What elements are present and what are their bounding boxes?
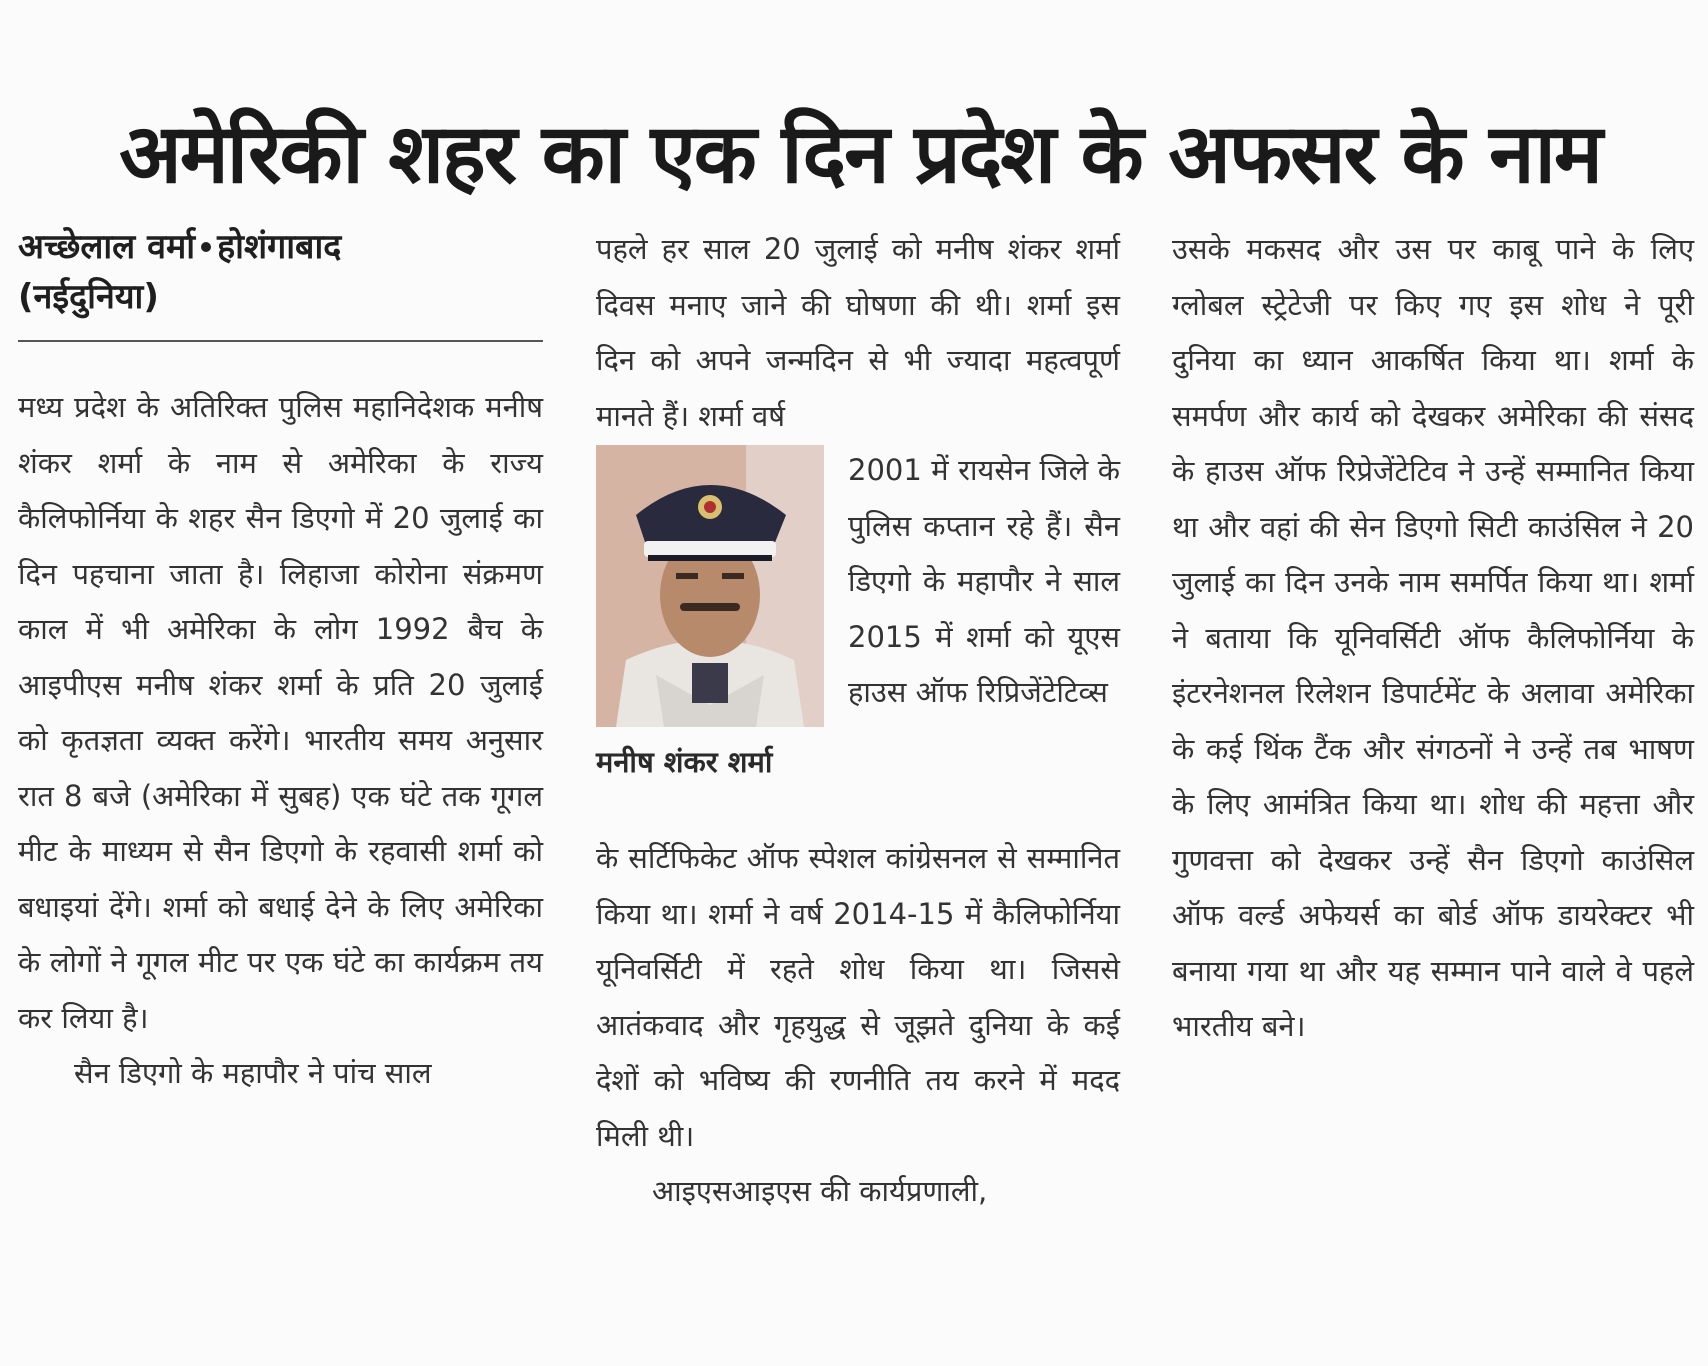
article-paragraph: आइएसआइएस की कार्यप्रणाली, xyxy=(652,1174,988,1208)
officer-portrait-icon xyxy=(596,445,824,727)
byline-location: होशंगाबाद xyxy=(217,227,342,267)
article-paragraph: सैन डिएगो के महापौर ने पांच साल xyxy=(74,1056,432,1090)
article-paragraph: उसके मकसद और उस पर काबू पाने के लिए ग्लोबल स्ट्रेटेजी पर किए गए इस शोध ने पूरी दुनिया का ध्यान आकर्षित किया था। शर्मा के समर्पण और कार्य को देखकर अमेरिका की संसद के हाउस ऑफ रिप्रेजेंटेटिव ने उन्हें सम्मानित किया था और वहां की सेन डिएगो सिटी काउंसिल ने 20 जुलाई का दिन उनके नाम समर्पित किया था। शर्मा ने बताया कि यूनिवर्सिटी ऑफ कैलिफोर्निया के इंटरनेशनल रिलेशन डिपार्टमेंट के अलावा अमेरिका के कई थिंक टैंक और संगठनों ने उन्हें तब भाषण के लिए आमंत्रित किया था। शोध की महत्ता और गुणवत्ता को देखकर उन्हें सैन डिएगो काउंसिल ऑफ वर्ल्ड अफेयर्स का बोर्ड ऑफ डायरेक्टर भी बनाया गया था और यह सम्मान पाने वाले वे पहले भारतीय बने। xyxy=(1172,232,1694,1043)
byline-divider xyxy=(18,340,543,342)
article-paragraph: पहले हर साल 20 जुलाई को मनीष शंकर शर्मा दिवस मनाए जाने की घोषणा की थी। शर्मा इस दिन को अपने जन्मदिन से भी ज्यादा महत्वपूर्ण मानते हैं। शर्मा वर्ष xyxy=(596,232,1120,433)
article-column-2-side xyxy=(848,443,1120,721)
article-column-2-bottom xyxy=(596,831,1120,1220)
headline: अमेरिकी शहर का एक दिन प्रदेश के अफसर के नाम xyxy=(119,107,1601,202)
byline-source: (नईदुनिया) xyxy=(18,277,159,317)
byline-author: अच्छेलाल वर्मा xyxy=(18,227,196,267)
article-column-3 xyxy=(1172,222,1694,1055)
byline-dot-icon xyxy=(201,242,211,252)
article-column-1 xyxy=(18,380,543,1102)
photo-caption: मनीष शंकर शर्मा xyxy=(596,745,773,779)
article-paragraph: मध्य प्रदेश के अतिरिक्त पुलिस महानिदेशक मनीष शंकर शर्मा के नाम से अमेरिका के राज्य कैलिफोर्निया के शहर सैन डिएगो में 20 जुलाई का दिन पहचाना जाता है। लिहाजा कोरोना संक्रमण काल में भी अमेरिका के लोग 1992 बैच के आइपीएस मनीष शंकर शर्मा के प्रति 20 जुलाई को कृतज्ञता व्यक्त करेंगे। भारतीय समय अनुसार रात 8 बजे (अमेरिका में सुबह) एक घंटे तक गूगल मीट के माध्यम से सैन डिएगो के रहवासी शर्मा को बधाइयां देंगे। शर्मा को बधाई देने के लिए अमेरिका के लोगों ने गूगल मीट पर एक घंटे का कार्यक्रम तय कर लिया है। xyxy=(18,390,543,1035)
officer-photo xyxy=(596,445,824,727)
article-paragraph: के सर्टिफिकेट ऑफ स्पेशल कांग्रेसनल से सम्मानित किया था। शर्मा ने वर्ष 2014-15 में कैलिफोर्निया यूनिवर्सिटी में रहते शोध किया था। जिससे आतंकवाद और गृहयुद्ध से जूझते दुनिया के कई देशों को भविष्य की रणनीति तय करने में मदद मिली थी। xyxy=(596,841,1120,1153)
byline xyxy=(18,222,538,322)
article-paragraph: 2001 में रायसेन जिले के पुलिस कप्तान रहे हैं। सैन डिएगो के महापौर ने साल 2015 में शर्मा को यूएस हाउस ऑफ रिप्रिजेंटेटिव्स xyxy=(848,453,1120,709)
article-column-2-top xyxy=(596,222,1120,444)
